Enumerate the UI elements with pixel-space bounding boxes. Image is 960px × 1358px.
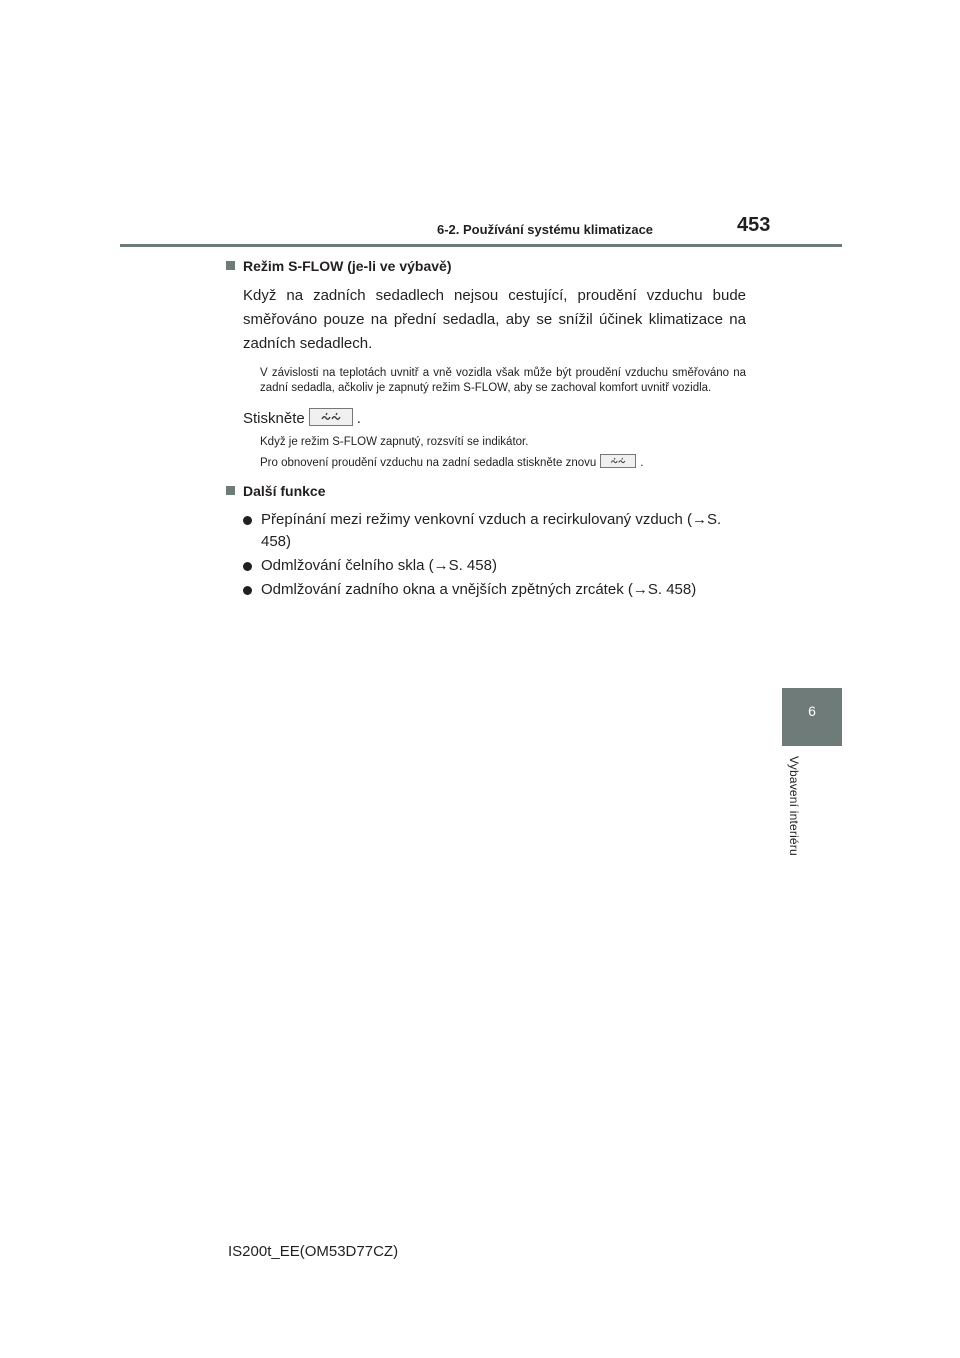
sflow-note: V závislosti na teplotách uvnitř a vně vozidla však může být proudění vzduchu směřováno na zadní sedadla, ačkoliv je zapnutý režim S-FLOW, aby se zachoval komfort uvnitř vozidla. bbox=[260, 367, 746, 394]
press-label: Stiskněte bbox=[243, 410, 305, 427]
restore-suffix: . bbox=[640, 457, 644, 469]
other-heading-text: Další funkce bbox=[243, 483, 326, 499]
square-bullet-icon bbox=[226, 486, 235, 495]
s-flow-icon bbox=[601, 455, 635, 467]
list-item bbox=[226, 509, 746, 553]
list-item bbox=[226, 555, 746, 577]
bullet-dot-icon bbox=[243, 562, 252, 571]
other-heading bbox=[226, 481, 746, 501]
section-title: 6-2. Používání systému klimatizace bbox=[437, 222, 654, 237]
chapter-number: 6 bbox=[808, 703, 816, 719]
restore-note bbox=[260, 454, 746, 471]
sflow-description: Když na zadních sedadlech nejsou cestující, proudění vzduchu bude směřováno pouze na přední sedadla, aby se snížil účinek klimatizace na zadních sedadlech. bbox=[243, 287, 746, 352]
list-item bbox=[226, 579, 746, 601]
sflow-heading bbox=[226, 256, 746, 276]
press-suffix: . bbox=[356, 410, 361, 427]
list-item-text[interactable]: Odmlžování zadního okna a vnějších zpětných zrcátek (→S. 458) bbox=[261, 581, 697, 598]
square-bullet-icon bbox=[226, 261, 235, 270]
sflow-heading-text: Režim S-FLOW (je-li ve výbavě) bbox=[243, 258, 452, 274]
indicator-note: Když je režim S-FLOW zapnutý, rozsvítí se indikátor. bbox=[260, 436, 529, 448]
bullet-dot-icon bbox=[243, 586, 252, 595]
list-item-text[interactable]: Přepínání mezi režimy venkovní vzduch a recirkulovaný vzduch (→S. 458) bbox=[261, 511, 722, 550]
restore-note-text: Pro obnovení proudění vzduchu na zadní sedadla stiskněte znovu bbox=[260, 457, 597, 469]
header-divider bbox=[120, 244, 842, 247]
s-flow-icon bbox=[310, 409, 352, 425]
chapter-tab[interactable] bbox=[782, 688, 842, 746]
bullet-dot-icon bbox=[243, 516, 252, 525]
s-flow-button[interactable] bbox=[309, 408, 353, 426]
s-flow-button-small[interactable] bbox=[600, 454, 636, 468]
page-number: 453 bbox=[737, 214, 771, 236]
press-instruction bbox=[243, 408, 746, 430]
footer-code: IS200t_EE(OM53D77CZ) bbox=[228, 1243, 399, 1260]
page-content bbox=[226, 256, 746, 601]
list-item-text[interactable]: Odmlžování čelního skla (→S. 458) bbox=[261, 557, 497, 574]
chapter-label: Vybavení interiéru bbox=[787, 756, 801, 856]
